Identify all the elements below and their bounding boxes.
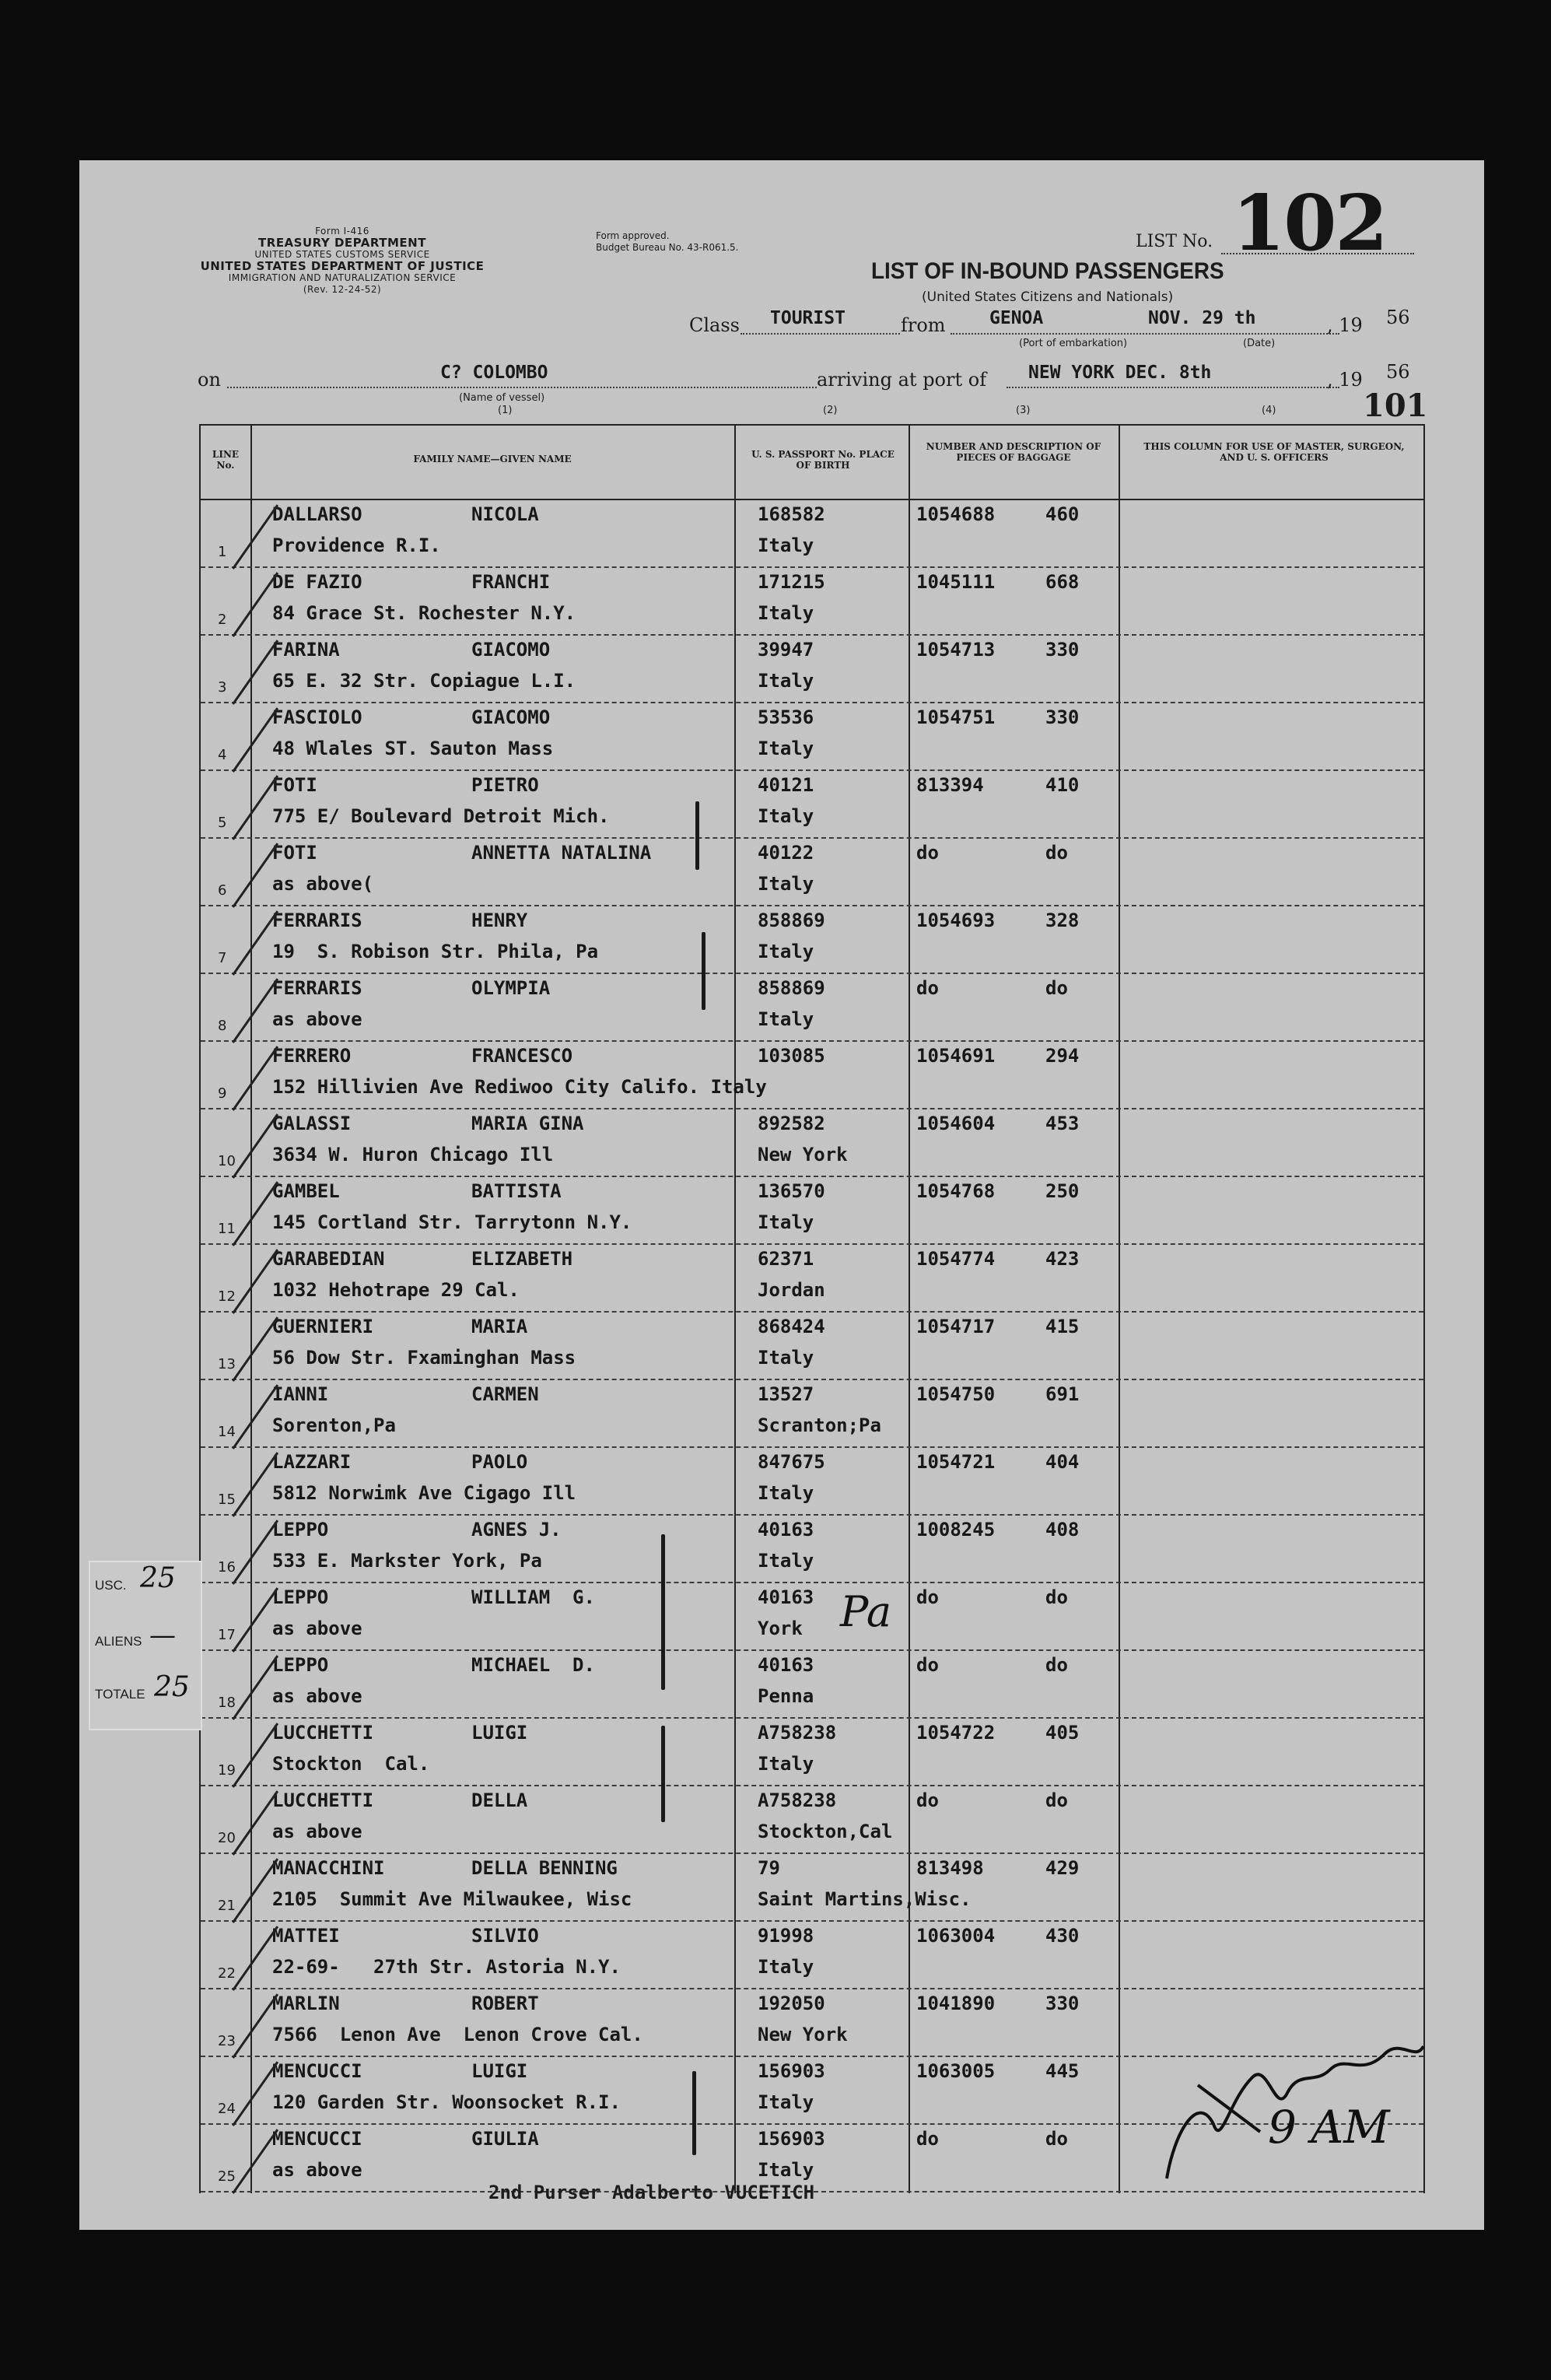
passport-number: 40163 bbox=[758, 1519, 814, 1541]
line-number: 15 bbox=[218, 1491, 236, 1508]
address: 3634 W. Huron Chicago Ill bbox=[272, 1144, 554, 1165]
handwritten-page-number: 101 bbox=[1363, 387, 1428, 424]
family-name: DE FAZIO bbox=[272, 571, 362, 593]
bracket-mark bbox=[692, 2071, 696, 2155]
baggage-number: 1054750 bbox=[916, 1383, 996, 1405]
table-row bbox=[201, 1920, 1423, 1989]
place-of-birth: Italy bbox=[758, 941, 814, 962]
line-number: 10 bbox=[218, 1153, 236, 1169]
address: 145 Cortland Str. Tarrytonn N.Y. bbox=[272, 1211, 632, 1233]
passport-number: 40121 bbox=[758, 774, 814, 796]
address: 120 Garden Str. Woonsocket R.I. bbox=[272, 2091, 621, 2113]
signature-initials: 9 AM bbox=[1268, 2101, 1390, 2154]
place-of-birth: Italy bbox=[758, 535, 814, 556]
given-name: AGNES J. bbox=[471, 1519, 562, 1541]
baggage-pieces: 404 bbox=[1045, 1451, 1080, 1473]
form-header bbox=[117, 226, 568, 296]
baggage-pieces: 328 bbox=[1045, 910, 1080, 931]
address: 5812 Norwimk Ave Cigago Ill bbox=[272, 1482, 576, 1504]
line-number: 11 bbox=[218, 1221, 236, 1237]
page-subtitle: (United States Citizens and Nationals) bbox=[922, 289, 1174, 305]
usc-label: USC. bbox=[95, 1578, 127, 1593]
place-of-birth: New York bbox=[758, 1144, 848, 1165]
passport-number: 892582 bbox=[758, 1113, 825, 1134]
place-of-birth: York bbox=[758, 1618, 803, 1639]
form-number: Form I-416 bbox=[315, 226, 369, 237]
count-stamp bbox=[89, 1561, 202, 1730]
year-prefix-2: , 19 bbox=[1327, 369, 1363, 391]
class-value: TOURIST bbox=[770, 308, 846, 328]
line-number: 18 bbox=[218, 1695, 236, 1711]
passport-number: 192050 bbox=[758, 1993, 825, 2014]
address: 22-69- 27th Str. Astoria N.Y. bbox=[272, 1956, 621, 1978]
col-header-passport: U. S. PASSPORT No. PLACE OF BIRTH bbox=[751, 449, 895, 471]
family-name: MENCUCCI bbox=[272, 2128, 362, 2150]
given-name: GIACOMO bbox=[471, 706, 551, 728]
given-name: BATTISTA bbox=[471, 1180, 562, 1202]
line-number: 5 bbox=[218, 815, 227, 831]
place-of-birth: Italy bbox=[758, 1347, 814, 1369]
usc-count: 25 bbox=[140, 1562, 176, 1594]
family-name: GARABEDIAN bbox=[272, 1248, 385, 1270]
given-name: MICHAEL D. bbox=[471, 1654, 595, 1676]
family-name: GAMBEL bbox=[272, 1180, 340, 1202]
baggage-number: 1054774 bbox=[916, 1248, 996, 1270]
passenger-table bbox=[199, 424, 1425, 2193]
total-count: 25 bbox=[154, 1671, 190, 1703]
passport-number: 168582 bbox=[758, 503, 825, 525]
purser-signature: 2nd Purser Adalberto VUCETICH bbox=[488, 2182, 815, 2203]
table-row bbox=[201, 1852, 1423, 1922]
line-number: 1 bbox=[218, 544, 227, 560]
given-name: MARIA bbox=[471, 1316, 528, 1337]
class-label: Class bbox=[689, 314, 740, 336]
col-num-2: (2) bbox=[823, 405, 838, 416]
baggage-pieces: 330 bbox=[1045, 639, 1080, 661]
place-of-birth: Italy bbox=[758, 1956, 814, 1978]
list-number: 102 bbox=[1232, 179, 1387, 268]
from-label: from bbox=[901, 314, 946, 336]
address: 65 E. 32 Str. Copiague L.I. bbox=[272, 670, 576, 692]
baggage-number: 1063005 bbox=[916, 2060, 996, 2082]
passport-number: 136570 bbox=[758, 1180, 825, 1202]
line-number: 3 bbox=[218, 679, 227, 696]
baggage-pieces: 330 bbox=[1045, 706, 1080, 728]
line-number: 21 bbox=[218, 1898, 236, 1914]
baggage-pieces: 410 bbox=[1045, 774, 1080, 796]
baggage-pieces: 453 bbox=[1045, 1113, 1080, 1134]
address: as above( bbox=[272, 873, 374, 895]
family-name: FASCIOLO bbox=[272, 706, 362, 728]
passport-number: 40122 bbox=[758, 842, 814, 864]
baggage-number: do bbox=[916, 1654, 939, 1676]
table-row bbox=[201, 499, 1423, 568]
table-row bbox=[201, 1649, 1423, 1719]
family-name: LUCCHETTI bbox=[272, 1722, 374, 1744]
place-of-birth: Penna bbox=[758, 1685, 814, 1707]
baggage-pieces: do bbox=[1045, 1654, 1068, 1676]
given-name: ELIZABETH bbox=[471, 1248, 573, 1270]
address: as above bbox=[272, 1008, 362, 1030]
table-row bbox=[201, 1785, 1423, 1854]
address: Sorenton,Pa bbox=[272, 1414, 396, 1436]
approved-line: Form approved. bbox=[596, 230, 670, 241]
table-row bbox=[201, 1040, 1423, 1109]
aliens-count: — bbox=[149, 1620, 176, 1651]
bracket-mark bbox=[661, 1726, 665, 1822]
address: 2105 Summit Ave Milwaukee, Wisc bbox=[272, 1888, 632, 1910]
baggage-pieces: 294 bbox=[1045, 1045, 1080, 1067]
place-of-birth: Italy bbox=[758, 2159, 814, 2181]
bracket-mark bbox=[695, 801, 699, 870]
baggage-number: 1054691 bbox=[916, 1045, 996, 1067]
given-name: LUIGI bbox=[471, 1722, 528, 1744]
given-name: CARMEN bbox=[471, 1383, 539, 1405]
address: 7566 Lenon Ave Lenon Crove Cal. bbox=[272, 2024, 643, 2045]
baggage-pieces: do bbox=[1045, 842, 1068, 864]
family-name: IANNI bbox=[272, 1383, 329, 1405]
ins-service: IMMIGRATION AND NATURALIZATION SERVICE bbox=[228, 272, 457, 283]
address: 19 S. Robison Str. Phila, Pa bbox=[272, 941, 599, 962]
passport-number: 847675 bbox=[758, 1451, 825, 1473]
line-number: 9 bbox=[218, 1085, 227, 1102]
line-number: 12 bbox=[218, 1288, 236, 1305]
given-name: FRANCESCO bbox=[471, 1045, 573, 1067]
passport-number: 13527 bbox=[758, 1383, 814, 1405]
given-name: LUIGI bbox=[471, 2060, 528, 2082]
given-name: DELLA BENNING bbox=[471, 1857, 618, 1879]
family-name: LEPPO bbox=[272, 1654, 329, 1676]
bracket-mark bbox=[702, 932, 705, 1010]
baggage-number: 813394 bbox=[916, 774, 984, 796]
col-num-1: (1) bbox=[498, 405, 513, 416]
address: as above bbox=[272, 1821, 362, 1842]
arriving-label: arriving at port of bbox=[817, 369, 987, 391]
baggage-pieces: 330 bbox=[1045, 1993, 1080, 2014]
baggage-pieces: do bbox=[1045, 977, 1068, 999]
family-name: MARLIN bbox=[272, 1993, 340, 2014]
place-of-birth: Jordan bbox=[758, 1279, 825, 1301]
line-number: 20 bbox=[218, 1830, 236, 1846]
port-caption: (Port of embarkation) bbox=[1019, 338, 1128, 349]
given-name: SILVIO bbox=[471, 1925, 539, 1947]
baggage-number: do bbox=[916, 1586, 939, 1608]
on-label: on bbox=[198, 369, 221, 391]
passport-number: 91998 bbox=[758, 1925, 814, 1947]
table-row bbox=[201, 702, 1423, 771]
table-row bbox=[201, 1243, 1423, 1313]
baggage-number: 1041890 bbox=[916, 1993, 996, 2014]
page-title: LIST OF IN-BOUND PASSENGERS bbox=[871, 258, 1224, 284]
table-row bbox=[201, 1379, 1423, 1448]
family-name: MENCUCCI bbox=[272, 2060, 362, 2082]
passport-number: 40163 bbox=[758, 1586, 814, 1608]
baggage-number: 1054722 bbox=[916, 1722, 996, 1744]
place-of-birth: Italy bbox=[758, 1008, 814, 1030]
table-row bbox=[201, 634, 1423, 703]
baggage-number: 1063004 bbox=[916, 1925, 996, 1947]
line-number: 13 bbox=[218, 1356, 236, 1372]
family-name: FOTI bbox=[272, 842, 317, 864]
address: 152 Hillivien Ave Rediwoo City Califo. Italy bbox=[272, 1076, 767, 1098]
passport-number: 40163 bbox=[758, 1654, 814, 1676]
baggage-number: 1008245 bbox=[916, 1519, 996, 1541]
place-of-birth: Italy bbox=[758, 2091, 814, 2113]
passport-number: 156903 bbox=[758, 2060, 825, 2082]
line-number: 7 bbox=[218, 950, 227, 966]
baggage-number: 1045111 bbox=[916, 571, 996, 593]
table-row bbox=[201, 1717, 1423, 1786]
table-row bbox=[201, 1582, 1423, 1651]
place-of-birth: Scranton;Pa bbox=[758, 1414, 881, 1436]
table-row bbox=[201, 566, 1423, 636]
place-of-birth: Italy bbox=[758, 1482, 814, 1504]
family-name: GALASSI bbox=[272, 1113, 352, 1134]
line-number: 6 bbox=[218, 882, 227, 899]
baggage-number: 1054751 bbox=[916, 706, 996, 728]
passport-number: A758238 bbox=[758, 1722, 837, 1744]
place-of-birth: Italy bbox=[758, 805, 814, 827]
col-header-line: LINE No. bbox=[212, 449, 240, 471]
place-of-birth: Italy bbox=[758, 873, 814, 895]
address: as above bbox=[272, 1685, 362, 1707]
place-of-birth: New York bbox=[758, 2024, 848, 2045]
place-of-birth: Italy bbox=[758, 738, 814, 759]
col-num-4: (4) bbox=[1262, 405, 1276, 416]
baggage-number: 1054604 bbox=[916, 1113, 996, 1134]
baggage-pieces: 250 bbox=[1045, 1180, 1080, 1202]
baggage-number: 1054688 bbox=[916, 503, 996, 525]
baggage-number: do bbox=[916, 2128, 939, 2150]
baggage-number: do bbox=[916, 842, 939, 864]
budget-line: Budget Bureau No. 43-R061.5. bbox=[596, 242, 739, 253]
baggage-pieces: do bbox=[1045, 1789, 1068, 1811]
line-number: 16 bbox=[218, 1559, 236, 1576]
place-of-birth: Italy bbox=[758, 1211, 814, 1233]
justice-dept: UNITED STATES DEPARTMENT OF JUSTICE bbox=[200, 259, 485, 273]
given-name: NICOLA bbox=[471, 503, 539, 525]
passport-number: 858869 bbox=[758, 977, 825, 999]
line-number: 17 bbox=[218, 1627, 236, 1643]
line-number: 14 bbox=[218, 1424, 236, 1440]
given-name: GIULIA bbox=[471, 2128, 539, 2150]
line-number: 25 bbox=[218, 2168, 236, 2185]
passport-number: 858869 bbox=[758, 910, 825, 931]
arrival-dots bbox=[1007, 387, 1339, 388]
baggage-pieces: 668 bbox=[1045, 571, 1080, 593]
family-name: FERRARIS bbox=[272, 910, 362, 931]
baggage-pieces: do bbox=[1045, 1586, 1068, 1608]
baggage-number: 1054717 bbox=[916, 1316, 996, 1337]
table-row bbox=[201, 1311, 1423, 1380]
line-number: 23 bbox=[218, 2033, 236, 2049]
family-name: MATTEI bbox=[272, 1925, 340, 1947]
family-name: GUERNIERI bbox=[272, 1316, 374, 1337]
address: 775 E/ Boulevard Detroit Mich. bbox=[272, 805, 610, 827]
from-dots bbox=[951, 333, 1339, 335]
family-name: LAZZARI bbox=[272, 1451, 352, 1473]
line-number: 24 bbox=[218, 2101, 236, 2117]
baggage-pieces: 430 bbox=[1045, 1925, 1080, 1947]
place-of-birth: Italy bbox=[758, 602, 814, 624]
given-name: ROBERT bbox=[471, 1993, 539, 2014]
from-port: GENOA bbox=[989, 308, 1044, 328]
place-of-birth: Italy bbox=[758, 670, 814, 692]
family-name: LEPPO bbox=[272, 1519, 329, 1541]
passport-number: 39947 bbox=[758, 639, 814, 661]
family-name: MANACCHINI bbox=[272, 1857, 385, 1879]
address: 1032 Hehotrape 29 Cal. bbox=[272, 1279, 520, 1301]
line-number: 4 bbox=[218, 747, 227, 763]
address: 84 Grace St. Rochester N.Y. bbox=[272, 602, 576, 624]
baggage-pieces: do bbox=[1045, 2128, 1068, 2150]
table-row bbox=[201, 1108, 1423, 1177]
given-name: WILLIAM G. bbox=[471, 1586, 595, 1608]
baggage-number: do bbox=[916, 1789, 939, 1811]
baggage-number: 1054693 bbox=[916, 910, 996, 931]
treasury-dept: TREASURY DEPARTMENT bbox=[258, 236, 426, 250]
passport-number: A758238 bbox=[758, 1789, 837, 1811]
given-name: DELLA bbox=[471, 1789, 528, 1811]
baggage-pieces: 405 bbox=[1045, 1722, 1080, 1744]
given-name: PIETRO bbox=[471, 774, 539, 796]
baggage-number: 1054721 bbox=[916, 1451, 996, 1473]
given-name: FRANCHI bbox=[471, 571, 551, 593]
baggage-pieces: 460 bbox=[1045, 503, 1080, 525]
address: 56 Dow Str. Fxaminghan Mass bbox=[272, 1347, 576, 1369]
vessel-name: C? COLOMBO bbox=[440, 363, 548, 383]
class-dots bbox=[740, 333, 900, 335]
baggage-pieces: 445 bbox=[1045, 2060, 1080, 2082]
line-number: 19 bbox=[218, 1762, 236, 1779]
given-name: HENRY bbox=[471, 910, 528, 931]
arrival-port-date: NEW YORK DEC. 8th bbox=[1028, 363, 1212, 383]
passport-number: 103085 bbox=[758, 1045, 825, 1067]
col-header-name: FAMILY NAME—GIVEN NAME bbox=[413, 454, 572, 464]
table-row bbox=[201, 837, 1423, 906]
col-header-baggage: NUMBER AND DESCRIPTION OF PIECES OF BAGGAGE bbox=[926, 441, 1101, 463]
vessel-dots bbox=[227, 387, 817, 388]
address: 533 E. Markster York, Pa bbox=[272, 1550, 542, 1572]
year-prefix: , 19 bbox=[1327, 314, 1363, 336]
given-name: ANNETTA NATALINA bbox=[471, 842, 652, 864]
year-arrival: 56 bbox=[1386, 361, 1410, 383]
line-number: 2 bbox=[218, 612, 227, 628]
baggage-number: 813498 bbox=[916, 1857, 984, 1879]
passport-number: 62371 bbox=[758, 1248, 814, 1270]
given-name: MARIA GINA bbox=[471, 1113, 584, 1134]
col-num-3: (3) bbox=[1016, 405, 1031, 416]
passport-number: 79 bbox=[758, 1857, 780, 1879]
table-row bbox=[201, 1514, 1423, 1583]
total-label: TOTALE bbox=[95, 1687, 145, 1702]
baggage-pieces: 415 bbox=[1045, 1316, 1080, 1337]
table-row bbox=[201, 973, 1423, 1042]
list-no-label: LIST No. bbox=[1136, 232, 1213, 251]
baggage-pieces: 429 bbox=[1045, 1857, 1080, 1879]
family-name: FOTI bbox=[272, 774, 317, 796]
given-name: GIACOMO bbox=[471, 639, 551, 661]
baggage-number: do bbox=[916, 977, 939, 999]
passport-number: 53536 bbox=[758, 706, 814, 728]
bracket-mark bbox=[661, 1534, 665, 1690]
family-name: LUCCHETTI bbox=[272, 1789, 374, 1811]
date-caption: (Date) bbox=[1243, 338, 1276, 349]
family-name: FERRARIS bbox=[272, 977, 362, 999]
vessel-caption: (Name of vessel) bbox=[459, 392, 545, 404]
line-number: 22 bbox=[218, 1965, 236, 1982]
col-header-officers: THIS COLUMN FOR USE OF MASTER, SURGEON, AND U. S. OFFICERS bbox=[1143, 441, 1405, 463]
passport-number: 868424 bbox=[758, 1316, 825, 1337]
place-of-birth: Italy bbox=[758, 1550, 814, 1572]
address: Providence R.I. bbox=[272, 535, 441, 556]
baggage-pieces: 691 bbox=[1045, 1383, 1080, 1405]
family-name: FARINA bbox=[272, 639, 340, 661]
table-row bbox=[201, 1176, 1423, 1245]
baggage-number: 1054768 bbox=[916, 1180, 996, 1202]
year-from: 56 bbox=[1386, 307, 1410, 328]
aliens-label: ALIENS bbox=[95, 1634, 142, 1649]
table-row bbox=[201, 1446, 1423, 1516]
address: as above bbox=[272, 2159, 362, 2181]
passport-number: 156903 bbox=[758, 2128, 825, 2150]
address: as above bbox=[272, 1618, 362, 1639]
customs-service: UNITED STATES CUSTOMS SERVICE bbox=[254, 249, 430, 260]
from-date: NOV. 29 th bbox=[1148, 308, 1256, 328]
address: Stockton Cal. bbox=[272, 1753, 430, 1775]
family-name: LEPPO bbox=[272, 1586, 329, 1608]
revision: (Rev. 12-24-52) bbox=[303, 284, 382, 295]
place-of-birth: Saint Martins,Wisc. bbox=[758, 1888, 972, 1910]
baggage-pieces: 408 bbox=[1045, 1519, 1080, 1541]
table-row bbox=[201, 769, 1423, 839]
given-name: OLYMPIA bbox=[471, 977, 551, 999]
table-row bbox=[201, 905, 1423, 974]
place-of-birth: Italy bbox=[758, 1753, 814, 1775]
address: 48 Wlales ST. Sauton Mass bbox=[272, 738, 554, 759]
place-of-birth: Stockton,Cal bbox=[758, 1821, 893, 1842]
given-name: PAOLO bbox=[471, 1451, 528, 1473]
passport-number: 171215 bbox=[758, 571, 825, 593]
handwritten-pa: Pa bbox=[840, 1587, 892, 1636]
baggage-number: 1054713 bbox=[916, 639, 996, 661]
line-number: 8 bbox=[218, 1018, 227, 1034]
baggage-pieces: 423 bbox=[1045, 1248, 1080, 1270]
form-approved bbox=[596, 230, 738, 254]
family-name: DALLARSO bbox=[272, 503, 362, 525]
family-name: FERRERO bbox=[272, 1045, 352, 1067]
